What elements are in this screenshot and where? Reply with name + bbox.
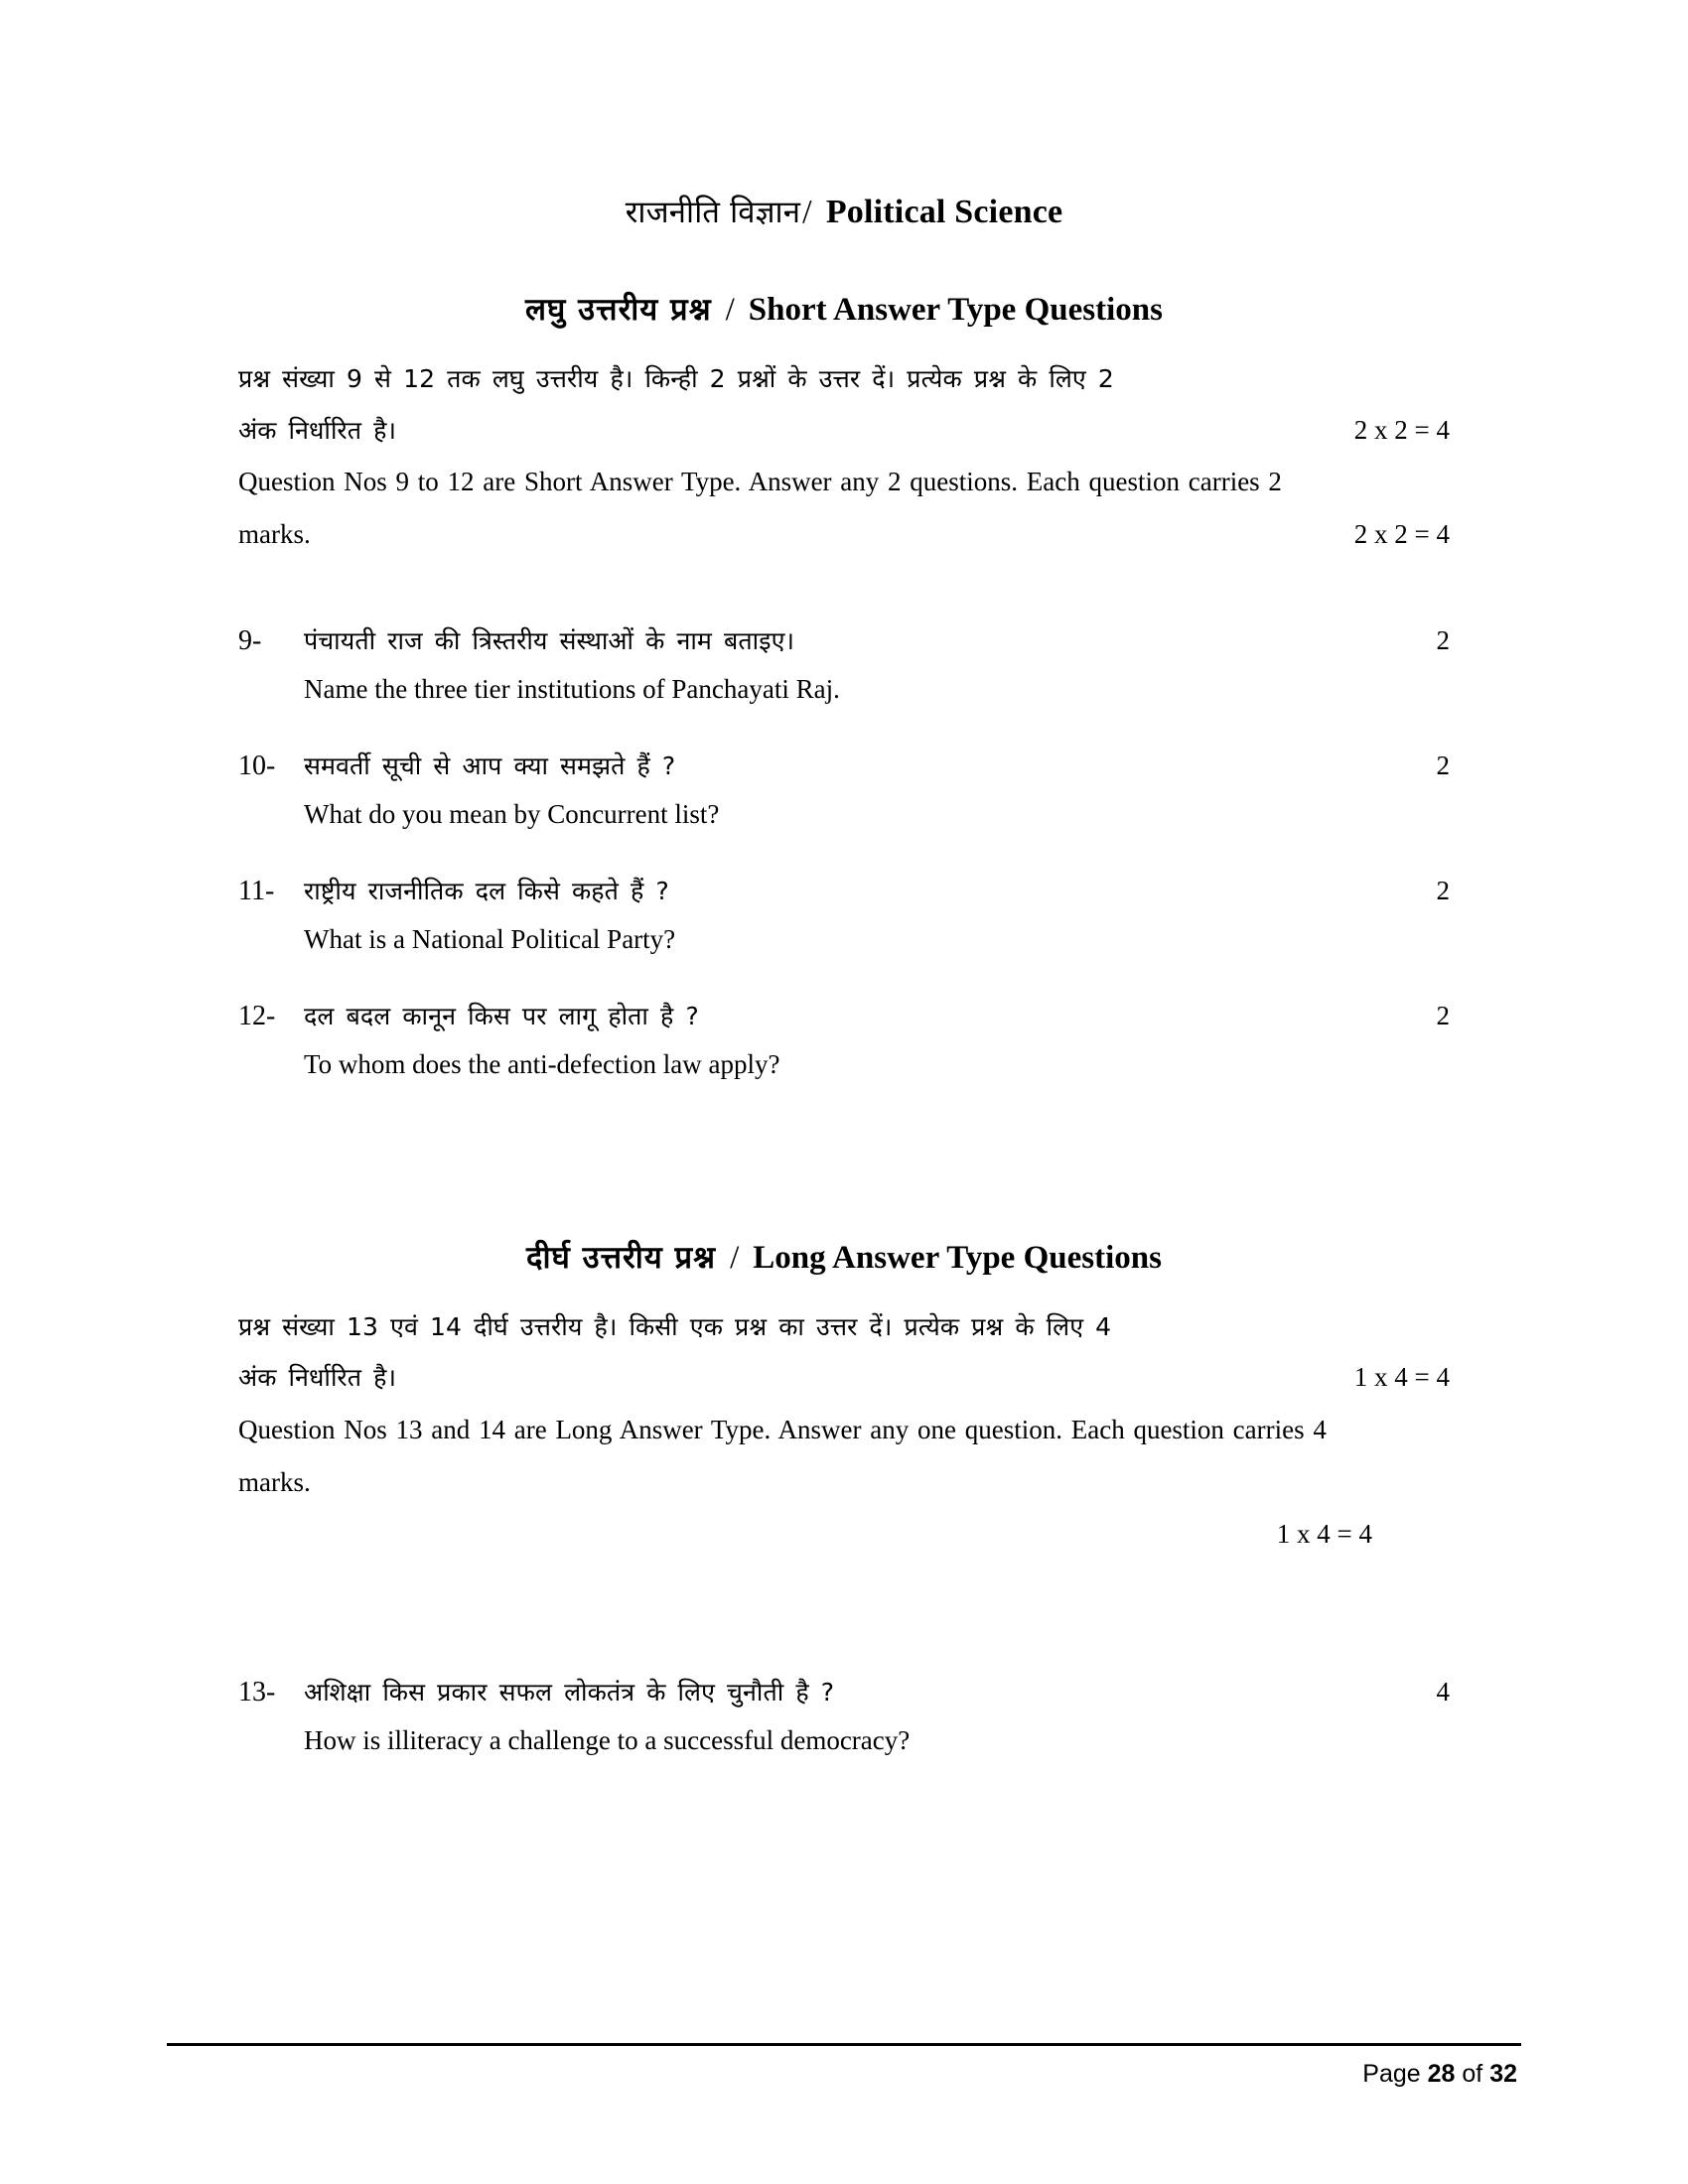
page-number-indicator <box>167 2046 1521 2089</box>
section-heading-short-answer-hindi: लघु उत्तरीय प्रश्न <box>525 292 712 328</box>
instructions-short-answer <box>238 330 1450 561</box>
section-heading-long-answer-english: Long Answer Type Questions <box>753 1239 1162 1276</box>
long-answer-question-list <box>238 1612 1450 1761</box>
question-primary-row <box>238 622 1450 660</box>
question-marks: 2 <box>1436 875 1450 905</box>
instruction-hindi-line-1 <box>238 355 1450 404</box>
short-answer-question-list <box>238 561 1450 1085</box>
instruction-hindi-marks: 2 x 2 = 4 <box>1353 414 1450 445</box>
page-title-english: Political Science <box>825 194 1063 230</box>
instruction-hindi-line-1 <box>238 1303 1450 1352</box>
question-text-english: What do you mean by Concurrent list? <box>304 799 720 830</box>
question-item <box>238 835 1450 960</box>
question-text-english: To whom does the anti-defection law apply? <box>304 1049 780 1080</box>
instruction-english-line-2 <box>238 1456 1450 1509</box>
question-number: 13- <box>238 1676 276 1707</box>
instructions-long-answer <box>238 1278 1450 1561</box>
question-marks: 2 <box>1436 624 1450 655</box>
instruction-english-line-1-text: Question Nos 13 and 14 are Long Answer Type. Answer any one question. Each question carries 4 <box>238 1415 1327 1445</box>
question-item <box>238 710 1450 835</box>
instruction-english-marks: 1 x 4 = 4 <box>1276 1519 1372 1550</box>
question-item <box>238 960 1450 1085</box>
section-heading-long-answer-hindi: दीर्घ उत्तरीय प्रश्न <box>526 1239 717 1276</box>
instruction-english-marks: 2 x 2 = 4 <box>1353 519 1450 550</box>
section-heading-short-answer-english: Short Answer Type Questions <box>748 292 1163 328</box>
question-number: 11- <box>238 875 275 906</box>
section-heading-long-answer <box>238 1180 1450 1278</box>
page-title-separator: / <box>802 194 812 230</box>
instruction-english-line-1 <box>238 1404 1450 1456</box>
question-primary-row <box>238 998 1450 1035</box>
question-text-hindi: राष्ट्रीय राजनीतिक दल किसे कहते हैं ? <box>304 876 669 905</box>
question-spacer <box>238 1561 1450 1612</box>
question-text-hindi: दल बदल कानून किस पर लागू होता है ? <box>304 1001 699 1030</box>
question-text-english: How is illiteracy a challenge to a successful democracy? <box>304 1725 911 1756</box>
question-primary-row <box>238 748 1450 785</box>
question-marks: 2 <box>1436 1000 1450 1030</box>
instruction-english-line-1 <box>238 456 1450 508</box>
question-number: 9- <box>238 624 262 656</box>
question-primary-row <box>238 873 1450 910</box>
question-text-english: Name the three tier institutions of Panchayati Raj. <box>304 674 840 705</box>
question-item <box>238 585 1450 710</box>
question-text-hindi: अशिक्षा किस प्रकार सफल लोकतंत्र के लिए चुनौती है ? <box>304 1677 835 1706</box>
question-primary-row <box>238 1674 1450 1711</box>
question-text-hindi: समवर्ती सूची से आप क्या समझते हैं ? <box>304 751 676 780</box>
instruction-hindi-line-2 <box>238 404 1450 457</box>
footer-page-middle: of <box>1455 2060 1490 2088</box>
section-spacer <box>238 1085 1450 1180</box>
question-number: 12- <box>238 1000 276 1031</box>
instruction-english-line-2-text: marks. <box>238 519 311 550</box>
question-item <box>238 1636 1450 1761</box>
instruction-hindi-line-1-text: प्रश्न संख्या 13 एवं 14 दीर्घ उत्तरीय है। किसी एक प्रश्न का उत्तर दें। प्रत्येक प्रश्न के लिए 4 <box>238 1311 1112 1341</box>
section-heading-short-answer-separator: / <box>725 292 735 328</box>
question-marks: 4 <box>1436 1676 1450 1706</box>
instruction-hindi-marks: 1 x 4 = 4 <box>1353 1362 1450 1393</box>
instruction-hindi-line-2-text: अंक निर्धारित है। <box>238 415 397 445</box>
instruction-hindi-line-2 <box>238 1351 1450 1404</box>
question-marks: 2 <box>1436 750 1450 780</box>
page-title-hindi: राजनीति विज्ञान <box>625 195 801 230</box>
instruction-hindi-line-1-text: प्रश्न संख्या 9 से 12 तक लघु उत्तरीय है। किन्ही 2 प्रश्नों के उत्तर दें। प्रत्येक प्रश्न के लिए 2 <box>238 364 1114 393</box>
section-heading-short-answer <box>238 232 1450 330</box>
question-text-english: What is a National Political Party? <box>304 924 676 955</box>
section-heading-long-answer-separator: / <box>730 1239 740 1276</box>
page-footer <box>167 2043 1521 2089</box>
question-number: 10- <box>238 750 276 781</box>
page-title <box>238 0 1450 232</box>
instruction-english-line-2-text: marks. <box>238 1466 311 1497</box>
footer-current-page: 28 <box>1427 2060 1456 2088</box>
footer-page-prefix: Page <box>1362 2060 1428 2088</box>
question-text-hindi: पंचायती राज की त्रिस्तरीय संस्थाओं के नाम बताइए। <box>304 625 795 655</box>
footer-total-pages: 32 <box>1489 2060 1517 2088</box>
instruction-english-line-1-text: Question Nos 9 to 12 are Short Answer Type. Answer any 2 questions. Each question carries 2 <box>238 467 1282 497</box>
instruction-english-line-2 <box>238 508 1450 561</box>
instruction-hindi-line-2-text: अंक निर्धारित है। <box>238 1363 397 1393</box>
